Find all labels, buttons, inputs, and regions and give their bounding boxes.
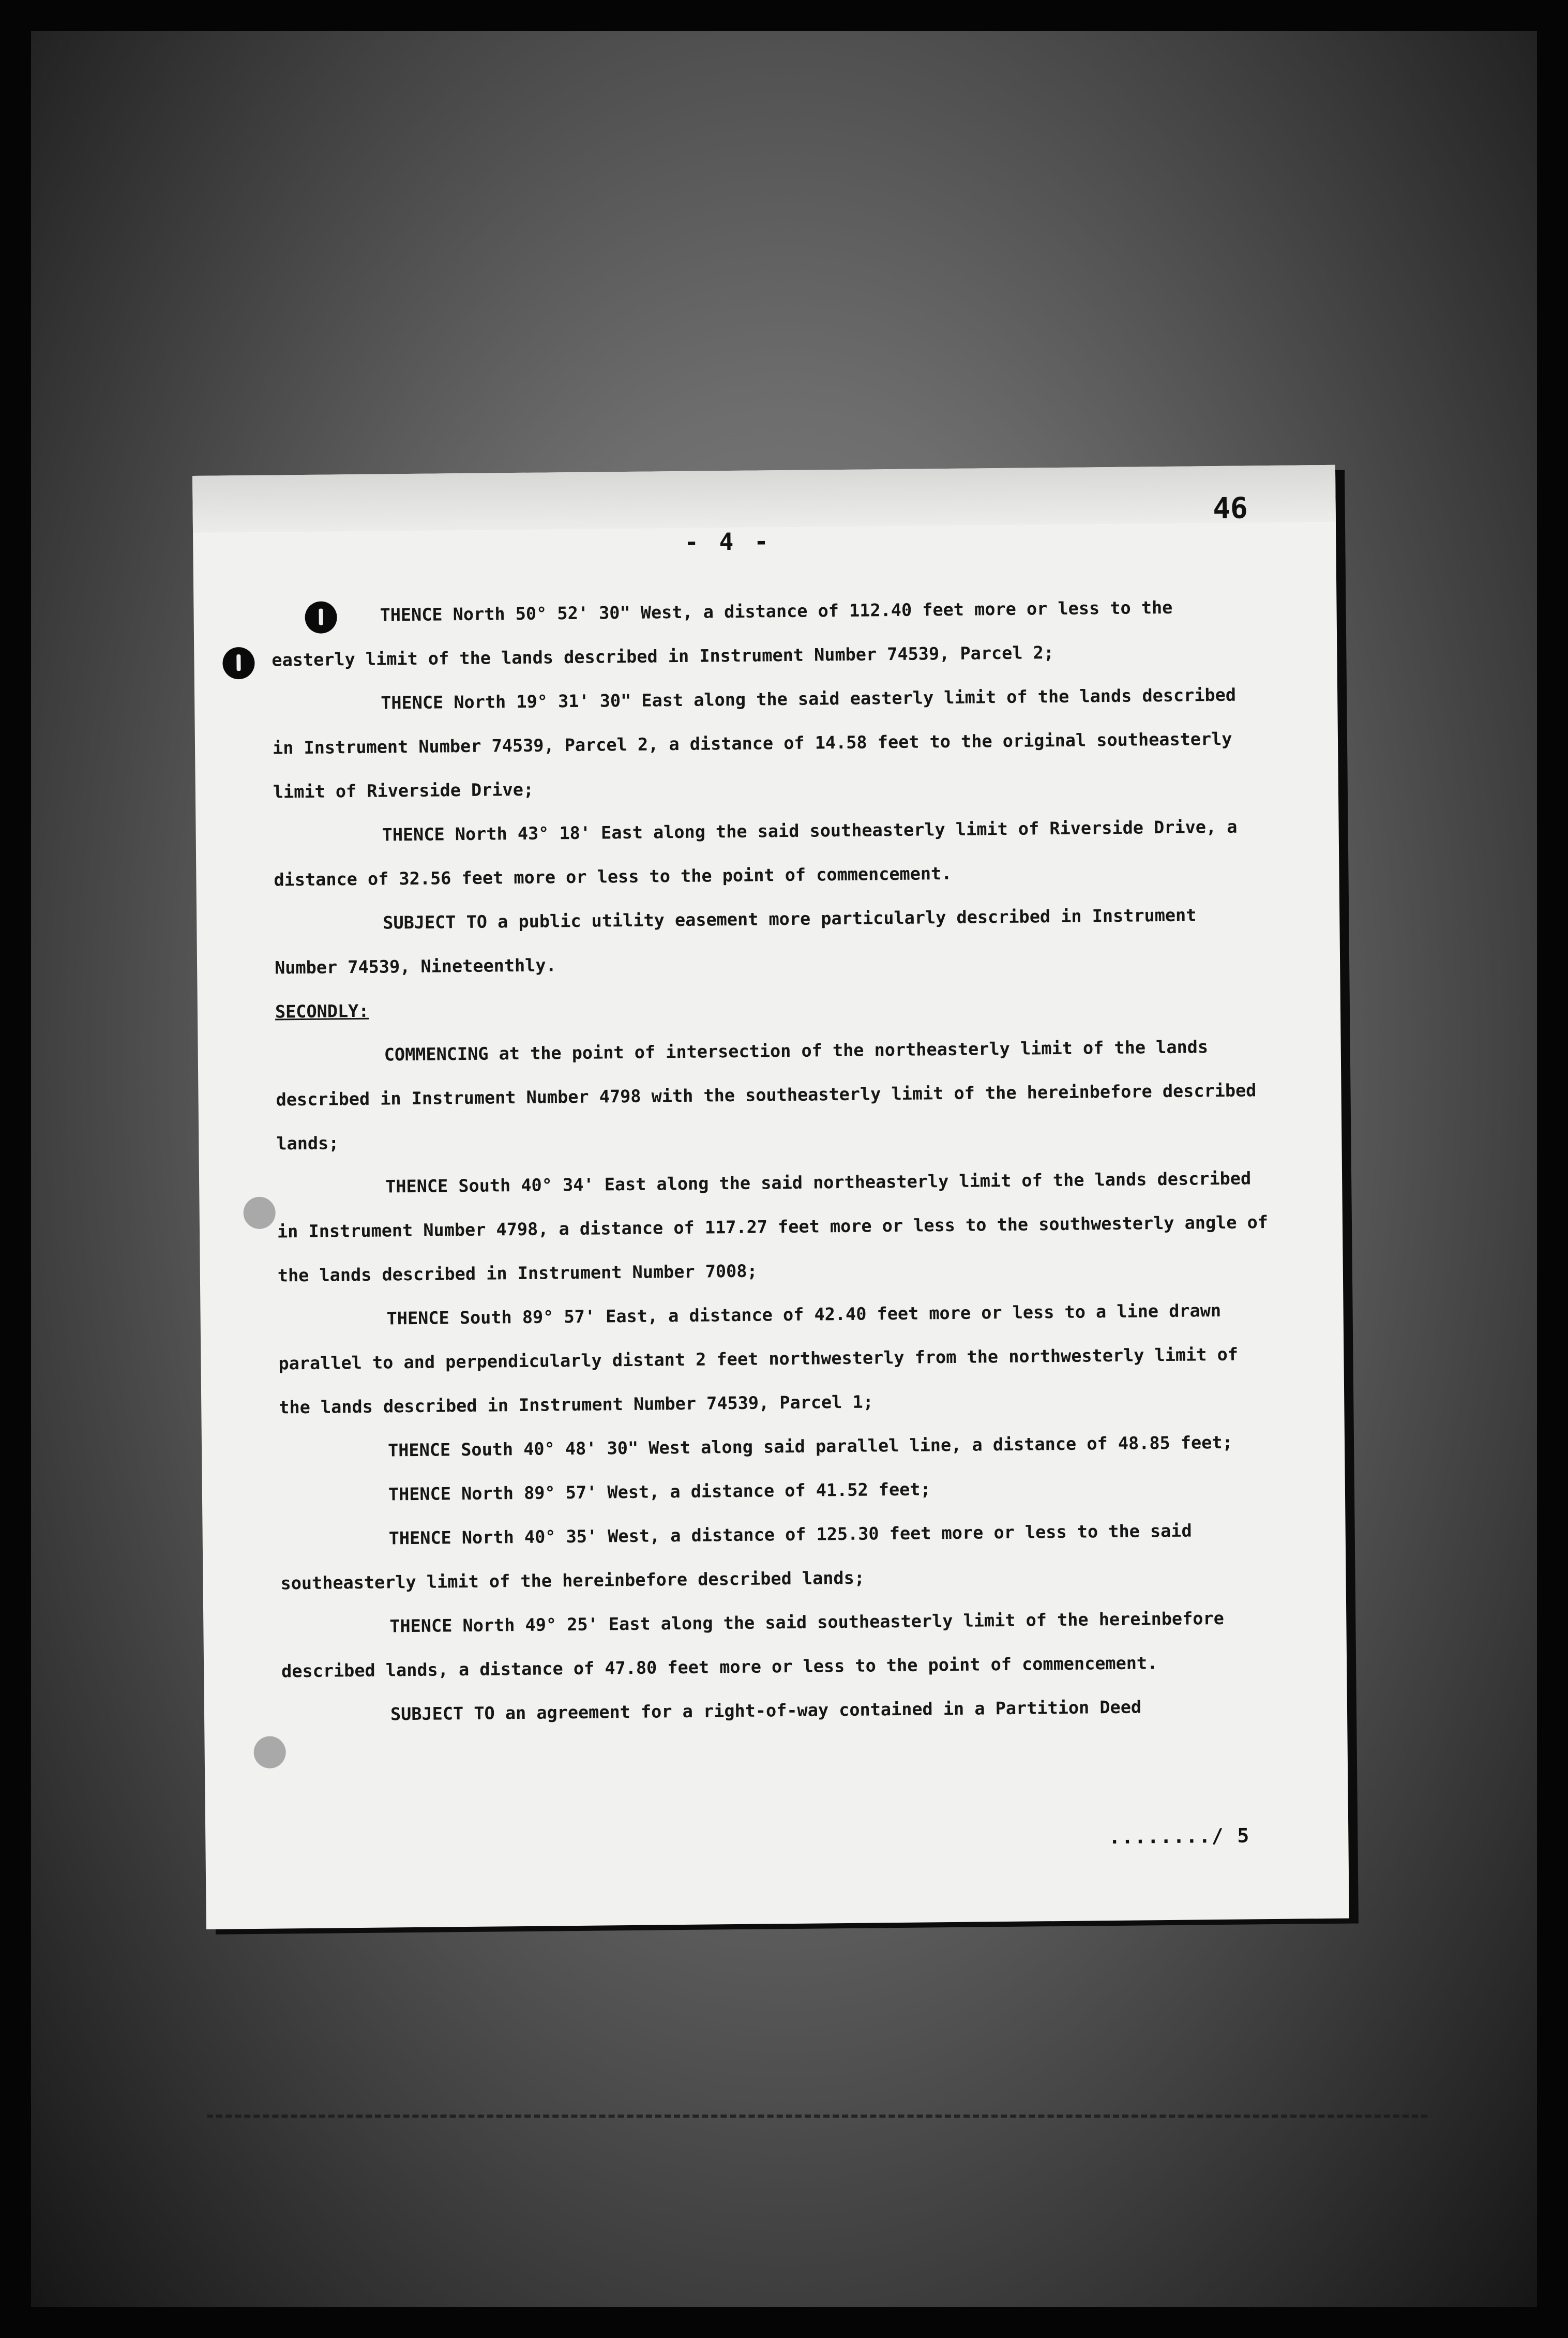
paragraph-indent — [272, 621, 380, 622]
paragraph-indent — [279, 1456, 388, 1457]
paragraph — [280, 1508, 1274, 1605]
page-fold — [192, 465, 1336, 533]
paragraph-text: SUBJECT TO a public utility easement more particularly described in Instrument Number 74539, Nineteenthly. — [274, 905, 1207, 978]
paragraph — [273, 804, 1267, 902]
paragraph — [282, 1684, 1275, 1737]
paragraph-indent — [282, 1720, 390, 1721]
paragraph-text: THENCE South 40° 34' East along the said northeasterly limit of the lands described in Instrument Number 4798, a distance of 117.27 feet more or less to the southwesterly angle of the lands described in Instrument Number 7008; — [277, 1168, 1279, 1286]
paragraph-indent — [278, 1324, 387, 1325]
paragraph-indent — [274, 929, 383, 930]
punch-hole-icon — [243, 1197, 276, 1230]
continuation-marker: ......../ 5 — [1108, 1824, 1250, 1849]
paragraph — [277, 1156, 1279, 1297]
page-number: - 4 - — [684, 527, 772, 556]
perforation-line — [207, 2115, 1427, 2118]
paragraph-text: THENCE North 19° 31' 30" East along the said easterly limit of the lands described in Instrument Number 74539, Parcel 2, a distance of 14.58 feet to the original southeasterly limit of Riverside Drive; — [272, 684, 1247, 802]
paragraph-indent — [277, 1192, 385, 1193]
paragraph — [271, 584, 1265, 682]
paragraph-text: SUBJECT TO an agreement for a right-of-way contained in a Partition Deed — [390, 1697, 1142, 1725]
paragraph — [278, 1288, 1272, 1429]
paragraph-text: THENCE North 43° 18' East along the said southeasterly limit of Riverside Drive, a distance of 32.56 feet more or less to the point of commencement. — [274, 816, 1248, 890]
paragraph — [272, 672, 1266, 814]
heading-text: SECONDLY: — [275, 1000, 369, 1022]
paragraph-indent — [280, 1544, 389, 1545]
paragraph-text: THENCE North 40° 35' West, a distance of 125.30 feet more or less to the said southeasterly limit of the hereinbefore described lands; — [280, 1520, 1203, 1594]
paragraph-text: THENCE North 50° 52' 30" West, a distance of 112.40 feet more or less to the easterly limit of the lands described in Instrument Number 74539, Parcel 2; — [272, 597, 1183, 670]
paragraph-text: THENCE South 40° 48' 30" West along said parallel line, a distance of 48.85 feet; — [387, 1432, 1233, 1461]
paragraph — [281, 1596, 1275, 1693]
paragraph-indent — [272, 709, 381, 710]
paragraph — [274, 892, 1268, 990]
paragraph-text: COMMENCING at the point of intersection of the northeasterly limit of the lands described in Instrument Number 4798 with the southeasterly limit of the hereinbefore described lands; — [276, 1037, 1267, 1154]
paragraph-text: THENCE North 89° 57' West, a distance of 41.52 feet; — [388, 1479, 931, 1505]
punch-hole-icon — [253, 1736, 286, 1769]
paragraph-text: THENCE North 49° 25' East along the said southeasterly limit of the hereinbefore described lands, a distance of 47.80 feet more or less to the point of commencement. — [281, 1608, 1235, 1682]
paragraph-indent — [274, 841, 382, 842]
punch-hole-icon — [222, 647, 255, 680]
legal-description-text — [271, 584, 1279, 1737]
document-page — [192, 465, 1349, 1929]
folio-number: 46 — [1212, 491, 1248, 526]
paragraph-indent — [281, 1632, 389, 1633]
paragraph-text: THENCE South 89° 57' East, a distance of 42.40 feet more or less to a line drawn parallel to and perpendicularly distant 2 feet northwesterly from the northwesterly limit of the lands described in Instrument Number 74539, Parcel 1; — [278, 1300, 1249, 1418]
paragraph — [275, 1024, 1269, 1165]
paragraph-indent — [276, 1060, 384, 1061]
paragraph-indent — [280, 1500, 388, 1501]
